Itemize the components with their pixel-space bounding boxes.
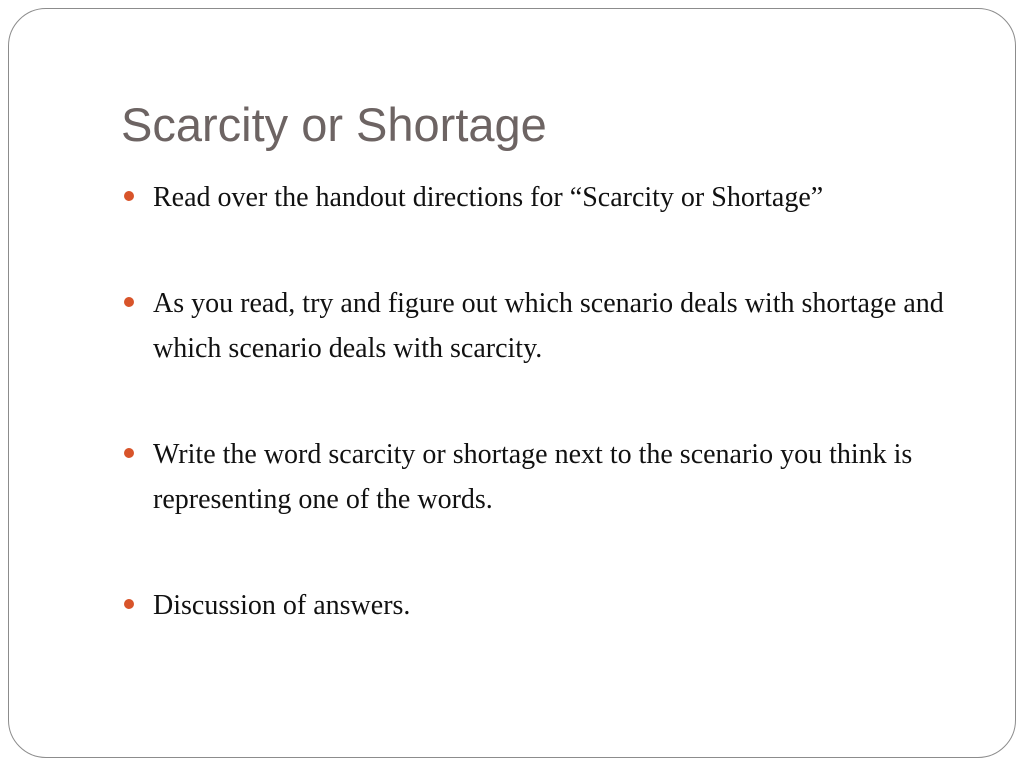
bullet-list (121, 175, 981, 628)
bullet-item-read-handout (121, 175, 981, 220)
bullet-item-discussion (121, 583, 981, 628)
bullet-item-identify-scenarios (121, 281, 981, 371)
bullet-dot-icon (124, 448, 134, 458)
bullet-text: Discussion of answers. (153, 590, 411, 621)
bullet-text: Write the word scarcity or shortage next to the scenario you think is representing one of the words. (153, 439, 913, 515)
bullet-dot-icon (124, 297, 134, 307)
bullet-dot-icon (124, 599, 134, 609)
slide (8, 8, 1016, 758)
bullet-item-write-word (121, 432, 981, 522)
bullet-text: Read over the handout directions for “Scarcity or Shortage” (153, 182, 824, 213)
slide-title: Scarcity or Shortage (121, 98, 547, 151)
bullet-text: As you read, try and figure out which scenario deals with shortage and which scenario deals with scarcity. (153, 288, 944, 364)
bullet-dot-icon (124, 191, 134, 201)
